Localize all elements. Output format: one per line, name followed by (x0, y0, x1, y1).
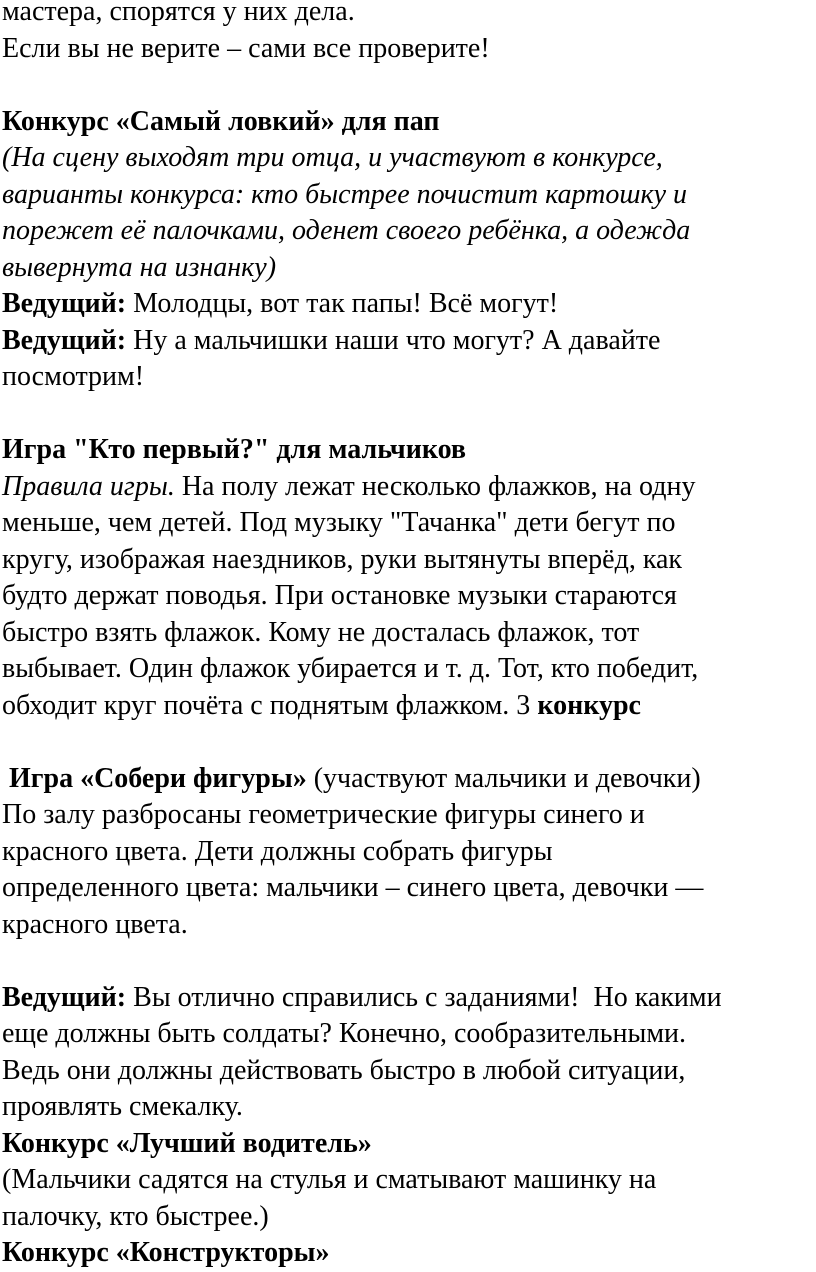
host-line (2, 980, 814, 1017)
blank-line (2, 396, 814, 433)
speech-text: посмотрим! (2, 361, 145, 392)
description-text: палочку, кто быстрее.) (2, 1200, 269, 1232)
speech-text: Ведь они должны действовать быстро в любой ситуации, (2, 1054, 686, 1086)
text-line: мастера, спорятся у них дела. (2, 0, 355, 27)
rules-text: выбывает. Один флажок убирается и т. д. Тот, кто победит, (2, 653, 699, 684)
rules-text: меньше, чем детей. Под музыку "Тачанка" дети бегут по (2, 507, 676, 538)
blank-line (2, 67, 814, 104)
description-text: определенного цвета: мальчики – синего цвета, девочки — (2, 872, 704, 903)
blank-line (2, 724, 814, 761)
speaker-label: Ведущий: (2, 981, 127, 1013)
host-line (2, 286, 814, 323)
contest-number-label: конкурс (537, 689, 641, 721)
description-text: красного цвета. (2, 908, 188, 940)
speech-text: Вы отлично справились с заданиями! Но какими (126, 981, 722, 1013)
speech-text: проявлять смекалку. (2, 1091, 243, 1122)
stage-direction: порежет её палочками, оденет своего ребёнка, а одежда (2, 215, 691, 246)
text-line: Если вы не верите – сами все проверите! (2, 32, 490, 64)
description-text: (Мальчики садятся на стулья и сматывают машинку на (2, 1164, 657, 1195)
game-heading: Игра «Собери фигуры» (2, 762, 307, 794)
rules-text: обходит круг почёта с поднятым флажком. 3 (2, 689, 538, 721)
speech-text: Ну а мальчишки наши что могут? А давайте (126, 324, 661, 356)
rules-text: На полу лежат несколько флажков, на одну (174, 470, 696, 502)
rules-line (2, 688, 814, 725)
rules-text: будто держат поводья. При остановке музыки стараются (2, 580, 677, 611)
stage-direction: варианты конкурса: кто быстрее почистит картошку и (2, 178, 688, 210)
rules-line (2, 469, 814, 506)
stage-direction: (На сцену выходят три отца, и участвуют в конкурсе, (2, 142, 663, 173)
game-heading-line (2, 761, 814, 798)
rules-text: кругу, изображая наездников, руки вытянуты вперёд, как (2, 543, 683, 575)
speech-text: еще должны быть солдаты? Конечно, сообразительными. (2, 1018, 687, 1049)
game-note: (участвуют мальчики и девочки) (306, 762, 701, 794)
rules-label: Правила игры. (2, 470, 175, 502)
speaker-label: Ведущий: (2, 288, 127, 319)
contest-heading: Конкурс «Конструкторы» (2, 1237, 330, 1268)
host-line (2, 323, 814, 360)
game-heading: Игра "Кто первый?" для мальчиков (2, 434, 467, 465)
blank-line (2, 943, 814, 980)
description-text: По залу разбросаны геометрические фигуры синего и (2, 799, 645, 830)
contest-heading: Конкурс «Лучший водитель» (2, 1127, 372, 1159)
contest-heading: Конкурс «Самый ловкий» для пап (2, 105, 440, 137)
speaker-label: Ведущий: (2, 324, 127, 356)
document-body (2, 0, 814, 1272)
description-text: красного цвета. Дети должны собрать фигуры (2, 835, 553, 867)
speech-text: Молодцы, вот так папы! Всё могут! (126, 288, 559, 319)
stage-direction: вывернута на изнанку) (2, 251, 277, 283)
rules-text: быстро взять флажок. Кому не досталась флажок, тот (2, 616, 640, 648)
